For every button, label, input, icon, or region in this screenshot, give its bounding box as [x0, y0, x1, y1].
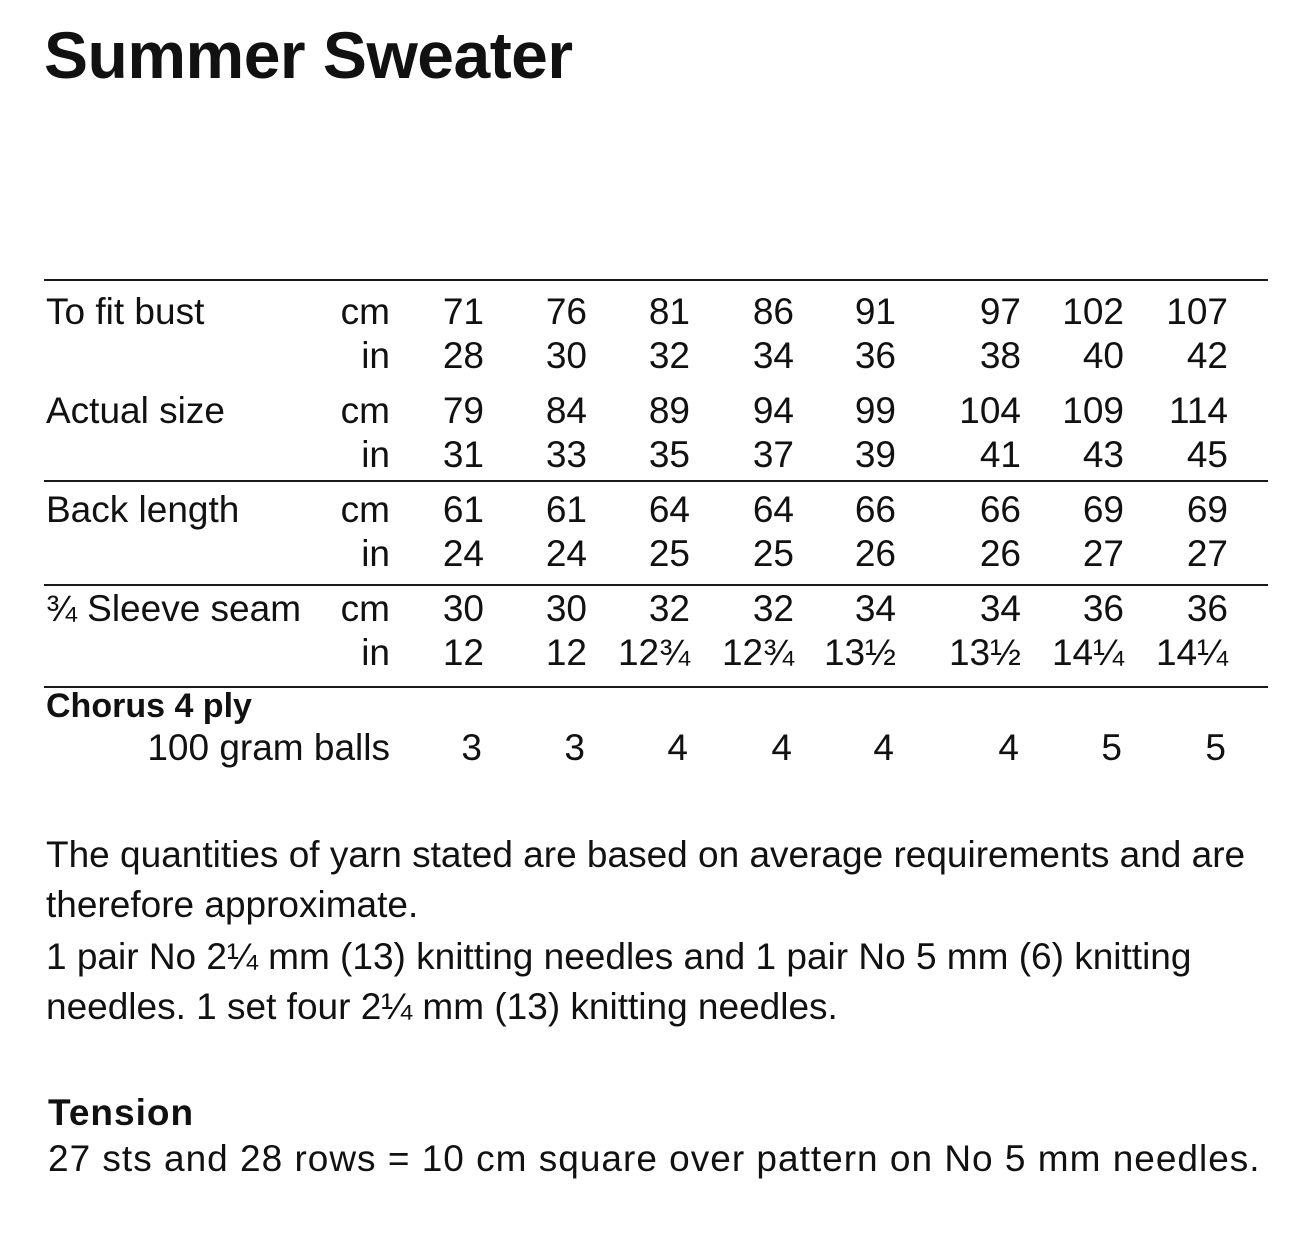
table-cell: 27 [1186, 533, 1228, 574]
table-gap-3 [44, 576, 1268, 587]
table-cell: 39 [854, 434, 896, 475]
table-cell: 91 [854, 291, 896, 332]
row-label: Back length [46, 489, 240, 530]
table-cell: 71 [442, 291, 484, 332]
yarn-ball-count: 4 [667, 727, 688, 768]
table-cell: 37 [752, 434, 794, 475]
table-cell: 43 [1082, 434, 1124, 475]
yarn-name: Chorus 4 ply [46, 687, 252, 725]
table-cell: 89 [648, 390, 690, 431]
table-gap-1 [44, 378, 1268, 389]
row-label: To fit bust [46, 291, 205, 332]
table-cell: 104 [959, 390, 1021, 431]
table-cell: 69 [1186, 489, 1228, 530]
measurement-rows [44, 290, 1268, 686]
row-label: ¾ Sleeve seam [46, 588, 302, 629]
table-cell: 42 [1186, 335, 1228, 376]
table-cell: 14¼ [1155, 632, 1228, 673]
size-table [44, 290, 1268, 770]
table-cell: 30 [545, 335, 587, 376]
table-cell: 13½ [823, 632, 896, 673]
table-cell: 81 [648, 291, 690, 332]
table-cell: 33 [545, 434, 587, 475]
row-unit: in [361, 533, 390, 574]
table-cell: 34 [979, 588, 1021, 629]
table-cell: 86 [752, 291, 794, 332]
yarn-unit: 100 gram balls [147, 727, 390, 768]
table-cell: 66 [979, 489, 1021, 530]
table-cell: 31 [442, 434, 484, 475]
row-unit: in [361, 335, 390, 376]
table-cell: 79 [442, 390, 484, 431]
table-cell: 76 [545, 291, 587, 332]
table-row [44, 631, 1268, 675]
table-cell: 14¼ [1051, 632, 1124, 673]
table-cell: 66 [854, 489, 896, 530]
table-gap-4 [44, 675, 1268, 686]
yarn-ball-count: 3 [461, 727, 482, 768]
table-cell: 27 [1082, 533, 1124, 574]
table-cell: 34 [854, 588, 896, 629]
table-cell: 94 [752, 390, 794, 431]
yarn-ball-count: 5 [1205, 727, 1226, 768]
row-label: Actual size [46, 390, 225, 431]
table-cell: 38 [979, 335, 1021, 376]
table-cell: 25 [752, 533, 794, 574]
table-cell: 36 [854, 335, 896, 376]
row-unit: in [361, 632, 390, 673]
table-cell: 32 [648, 588, 690, 629]
table-cell: 32 [648, 335, 690, 376]
table-cell: 25 [648, 533, 690, 574]
row-unit: in [361, 434, 390, 475]
table-cell: 34 [752, 335, 794, 376]
yarn-ball-count: 4 [771, 727, 792, 768]
table-cell: 13½ [948, 632, 1021, 673]
table-row [44, 290, 1268, 334]
table-cell: 69 [1082, 489, 1124, 530]
yarn-ball-count: 3 [564, 727, 585, 768]
page-title: Summer Sweater [44, 18, 573, 92]
table-cell: 45 [1186, 434, 1228, 475]
table-cell: 102 [1062, 291, 1124, 332]
table-cell: 32 [752, 588, 794, 629]
table-cell: 30 [545, 588, 587, 629]
yarn-ball-count: 4 [873, 727, 894, 768]
table-cell: 99 [854, 390, 896, 431]
table-gap-2 [44, 477, 1268, 488]
table-cell: 26 [854, 533, 896, 574]
table-row [44, 587, 1268, 631]
table-cell: 36 [1082, 588, 1124, 629]
table-cell: 12¾ [721, 632, 794, 673]
table-row [44, 389, 1268, 433]
row-unit: cm [340, 291, 390, 332]
table-cell: 64 [648, 489, 690, 530]
table-cell: 61 [545, 489, 587, 530]
table-row [44, 433, 1268, 477]
table-cell: 28 [442, 335, 484, 376]
table-row [44, 488, 1268, 532]
table-cell: 61 [442, 489, 484, 530]
table-cell: 12 [545, 632, 587, 673]
row-unit: cm [340, 489, 390, 530]
quantities-note: The quantities of yarn stated are based on average requirements and are therefore approximate. [46, 834, 1246, 925]
table-cell: 107 [1166, 291, 1228, 332]
table-cell: 41 [979, 434, 1021, 475]
table-cell: 12¾ [617, 632, 690, 673]
yarn-quantity-row [44, 726, 1268, 770]
table-cell: 109 [1062, 390, 1124, 431]
table-rule-top [44, 279, 1268, 281]
table-row [44, 334, 1268, 378]
table-cell: 40 [1082, 335, 1124, 376]
table-cell: 26 [979, 533, 1021, 574]
row-unit: cm [340, 588, 390, 629]
yarn-ball-count: 5 [1101, 727, 1122, 768]
table-cell: 30 [442, 588, 484, 629]
table-cell: 64 [752, 489, 794, 530]
table-row [44, 532, 1268, 576]
table-cell: 35 [648, 434, 690, 475]
row-unit: cm [340, 390, 390, 431]
yarn-ball-count: 4 [998, 727, 1019, 768]
tension-text: 27 sts and 28 rows = 10 cm square over pattern on No 5 mm needles. [48, 1138, 1261, 1179]
needles-note: 1 pair No 2¼ mm (13) knitting needles and 1 pair No 5 mm (6) knitting needles. 1 set four 2¼ mm (13) knitting needles. [46, 936, 1192, 1027]
table-cell: 24 [545, 533, 587, 574]
table-cell: 97 [979, 291, 1021, 332]
table-cell: 84 [545, 390, 587, 431]
table-cell: 114 [1169, 390, 1228, 431]
table-cell: 36 [1186, 588, 1228, 629]
table-cell: 12 [442, 632, 484, 673]
table-cell: 24 [442, 533, 484, 574]
tension-heading: Tension [48, 1092, 195, 1133]
